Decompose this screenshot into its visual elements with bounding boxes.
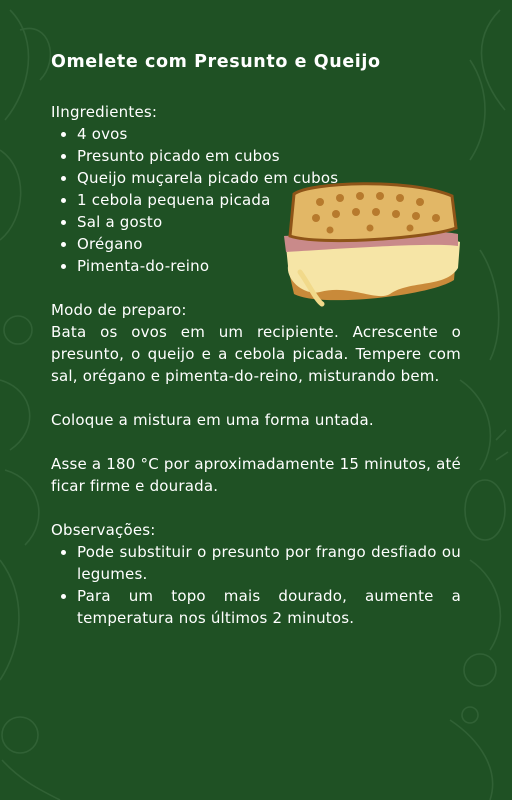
method-heading: Modo de preparo: — [51, 301, 187, 319]
note-item: • Para um topo mais dourado, aumente a temperatura nos últimos 2 minutos. — [77, 585, 461, 629]
method-step-1: Bata os ovos em um recipiente. Acrescente o presunto, o queijo e a cebola picada. Tempere com sal, orégano e pimenta-do-reino, misturando bem. — [51, 323, 461, 385]
ingredient-item: • Presunto picado em cubos — [77, 145, 461, 167]
note-item: • Pode substituir o presunto por frango desfiado ou legumes. — [77, 541, 461, 585]
ingredients-heading: IIngredientes: — [51, 103, 158, 121]
ingredient-item: • Orégano — [77, 233, 461, 255]
ingredient-item: • Queijo muçarela picado em cubos — [77, 167, 461, 189]
ingredients-list — [51, 123, 461, 277]
recipe-content — [51, 50, 461, 629]
ingredient-item: • Pimenta-do-reino — [77, 255, 461, 277]
method-step-3: Asse a 180 °C por aproximadamente 15 minutos, até ficar firme e dourada. — [51, 455, 461, 495]
notes-heading: Observações: — [51, 521, 156, 539]
recipe-title: Omelete com Presunto e Queijo — [51, 52, 381, 72]
method-step-2: Coloque a mistura em uma forma untada. — [51, 411, 374, 429]
notes-list — [51, 541, 461, 629]
ingredient-item: • Sal a gosto — [77, 211, 461, 233]
ingredient-item: • 4 ovos — [77, 123, 461, 145]
ingredient-item: • 1 cebola pequena picada — [77, 189, 461, 211]
